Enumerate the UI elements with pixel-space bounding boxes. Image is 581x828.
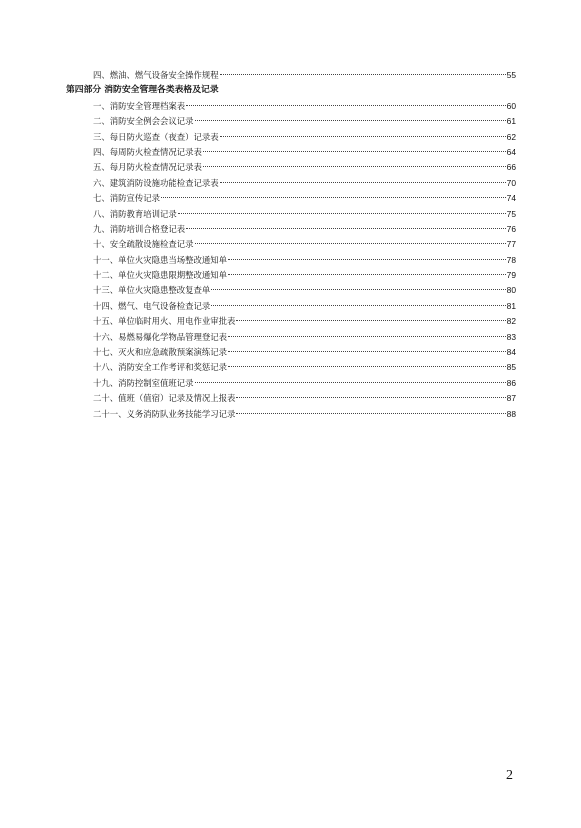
- toc-dot-leader: [220, 136, 506, 137]
- toc-entry: [66, 283, 516, 298]
- toc-entry-title: 十、安全疏散设施检查记录: [93, 239, 194, 250]
- toc-entry: [66, 407, 516, 422]
- toc-dot-leader: [203, 166, 506, 167]
- toc-entry-page: 79: [506, 270, 516, 281]
- toc-dot-leader: [220, 74, 506, 75]
- toc-entry-page: 84: [506, 347, 516, 358]
- toc-entry: [66, 237, 516, 252]
- page-number: 2: [506, 768, 513, 783]
- toc-entry-page: 75: [506, 208, 516, 219]
- toc-entry: [66, 376, 516, 391]
- toc-dot-leader: [161, 197, 506, 198]
- toc-dot-leader: [236, 397, 505, 398]
- toc-dot-leader: [228, 259, 506, 260]
- toc-entry-title: 五、每月防火检查情况记录表: [93, 162, 202, 173]
- toc-entry-page: 60: [506, 100, 516, 111]
- toc-entry-page: 88: [506, 408, 516, 419]
- toc-entry-title: 二、消防安全例会会议记录: [93, 116, 194, 127]
- toc-entry: [66, 360, 516, 375]
- toc-dot-leader: [211, 289, 505, 290]
- toc-entry-page: 78: [506, 254, 516, 265]
- toc-entry-title: 四、燃油、燃气设备安全操作规程: [93, 70, 219, 80]
- toc-dot-leader: [195, 120, 506, 121]
- toc-entry-title: 七、消防宣传记录: [93, 193, 160, 204]
- toc-entry-title: 十五、单位临时用火、用电作业审批表: [93, 316, 236, 327]
- toc-dot-leader: [186, 228, 506, 229]
- toc-entry: [66, 391, 516, 406]
- toc-entry: [66, 268, 516, 283]
- toc-dot-leader: [236, 413, 505, 414]
- toc-entry-page: 70: [506, 177, 516, 188]
- toc-entry-title: 十七、灭火和应急疏散预案演练记录: [93, 347, 227, 358]
- toc-dot-leader: [178, 213, 506, 214]
- toc-entry-title: 二十、值班（值宿）记录及情况上报表: [93, 393, 236, 404]
- toc-entry-page: 55: [506, 70, 516, 80]
- toc-entry-title: 十四、燃气、电气设备检查记录: [93, 300, 211, 311]
- toc-entry-page: 66: [506, 162, 516, 173]
- toc-entry-page: 62: [506, 131, 516, 142]
- toc-dot-leader: [203, 151, 506, 152]
- toc-entry-title: 十九、消防控制室值班记录: [93, 377, 194, 388]
- toc-entry-page: 86: [506, 377, 516, 388]
- toc-dot-leader: [228, 351, 506, 352]
- toc-entry-page: 87: [506, 393, 516, 404]
- toc-entry-title: 二十一、义务消防队业务技能学习记录: [93, 408, 236, 419]
- toc-entry: [66, 207, 516, 222]
- toc-entry-page: 76: [506, 223, 516, 234]
- toc-entry: [66, 99, 516, 114]
- toc-entry: [66, 191, 516, 206]
- toc-entry-page: 64: [506, 146, 516, 157]
- toc-entry: [66, 330, 516, 345]
- toc-dot-leader: [236, 320, 505, 321]
- toc-entry: [66, 314, 516, 329]
- toc-entry: [66, 299, 516, 314]
- toc-section-heading: [66, 83, 516, 98]
- toc-entry: [66, 176, 516, 191]
- toc-dot-leader: [220, 182, 506, 183]
- toc-entry-page: 77: [506, 239, 516, 250]
- toc-entry-page: 85: [506, 362, 516, 373]
- toc-entry-title: 十三、单位火灾隐患整改复查单: [93, 285, 211, 296]
- toc-entry-page: 80: [506, 285, 516, 296]
- toc-entry-title: 六、建筑消防设施功能检查记录表: [93, 177, 219, 188]
- toc-entry-page: 83: [506, 331, 516, 342]
- toc-dot-leader: [228, 336, 506, 337]
- toc-entry-page: 74: [506, 193, 516, 204]
- toc-entry: [66, 345, 516, 360]
- toc-dot-leader: [195, 243, 506, 244]
- table-of-contents: [66, 68, 516, 422]
- toc-entry: [66, 130, 516, 145]
- toc-entry-title: 第四部分 消防安全管理各类表格及记录: [66, 85, 219, 96]
- toc-entry: [66, 222, 516, 237]
- toc-entry: [66, 68, 516, 83]
- toc-entry: [66, 160, 516, 175]
- toc-dot-leader: [228, 366, 506, 367]
- toc-entry-page: 61: [506, 116, 516, 127]
- toc-entry-title: 十一、单位火灾隐患当场整改通知单: [93, 254, 227, 265]
- toc-dot-leader: [195, 382, 506, 383]
- toc-entry: [66, 114, 516, 129]
- toc-dot-leader: [211, 305, 505, 306]
- toc-entry: [66, 253, 516, 268]
- toc-entry-title: 十二、单位火灾隐患限期整改通知单: [93, 270, 227, 281]
- toc-dot-leader: [228, 274, 506, 275]
- toc-entry-title: 八、消防教育培训记录: [93, 208, 177, 219]
- toc-entry-title: 四、每周防火检查情况记录表: [93, 146, 202, 157]
- toc-entry-title: 九、消防培训合格登记表: [93, 223, 186, 234]
- toc-entry-title: 一、消防安全管理档案表: [93, 100, 186, 111]
- toc-entry-title: 十八、消防安全工作考评和奖惩记录: [93, 362, 227, 373]
- toc-entry-title: 十六、易燃易爆化学物品管理登记表: [93, 331, 227, 342]
- toc-entry-page: 82: [506, 316, 516, 327]
- toc-entry: [66, 145, 516, 160]
- toc-entry-page: 81: [506, 300, 516, 311]
- toc-entry-title: 三、每日防火巡查（夜查）记录表: [93, 131, 219, 142]
- toc-dot-leader: [186, 105, 506, 106]
